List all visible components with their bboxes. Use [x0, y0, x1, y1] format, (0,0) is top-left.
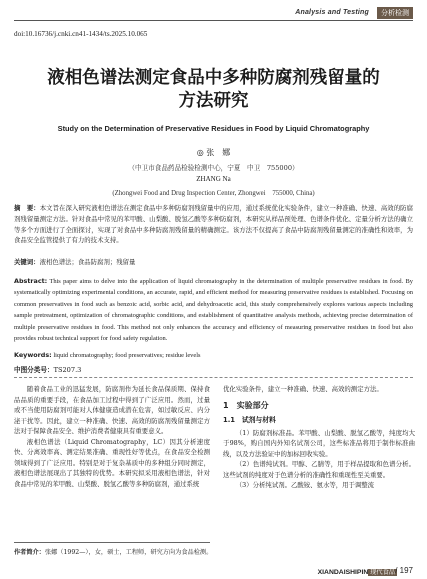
keywords-en-label: Keywords: [14, 351, 52, 359]
abstract-cn [14, 203, 413, 246]
footnote-label: 作者简介： [14, 549, 45, 556]
title-cn-line1: 液相色谱法测定食品中多种防腐剂残留量的 [47, 68, 380, 88]
keywords-cn-text: 液相色谱法；食品防腐剂；残留量 [39, 258, 136, 266]
page-number: / 197 [395, 566, 413, 575]
doi-line: doi:10.16736/j.cnki.cn41-1434/ts.2025.10.065 [14, 30, 148, 38]
body-column-right [223, 384, 415, 491]
keywords-cn-label: 关键词： [14, 258, 40, 266]
keywords-en [14, 350, 413, 362]
clc-number [14, 364, 81, 374]
footnote-divider [14, 542, 210, 543]
subsection-heading: 1.1 试剂与材料 [223, 416, 276, 424]
affiliation-en: (Zhongwei Food and Drug Inspection Center, Zhongwei 755000, China) [112, 190, 315, 197]
journal-brand-cn: 现代食品 [370, 569, 395, 576]
clc-value: TS207.3 [53, 366, 82, 374]
section-heading: 1 实验部分 [223, 400, 269, 410]
footnote-text: 张娜（1992—），女，硕士，工程师，研究方向为食品检测。 [44, 549, 213, 556]
body-paragraph: 随着食品工业的迅猛发展，防腐剂作为延长食品保质期、保持食品品质的重要手段，在食品加工过程中得到了广泛应用。然而，过量或不当使用防腐剂可能对人体健康造成潜在危害，如过敏反应、内分泌干扰等。因此，建立一种准确、快速、高效的防腐剂残留量测定方法对于保障食品安全、维护消费者健康具有重要意义。 [14, 385, 210, 435]
list-item: （2）色谱纯试剂。甲醇、乙腈等，用于样品提取和色谱分析。这些试剂的纯度对于色谱分析的准确性和重现性至关重要。 [223, 460, 415, 479]
keywords-en-text: liquid chromatography; food preservatives; residue levels [53, 352, 201, 359]
title-cn-line2: 方法研究 [178, 91, 249, 111]
abstract-en-label: Abstract: [14, 277, 48, 285]
body-paragraph: 液相色谱法（Liquid Chromatography，LC）因其分析速度快、分离效率高、测定结果准确、重现性好等优点，在食品安全检测领域得到了广泛应用。特别是对于复杂基质中的多种组分同时测定，液相色谱法展现出了其独特的优势。本研究拟采用液相色谱法，针对食品中常见的苯甲酸、山梨酸、脱氢乙酸等多种防腐剂，通过系统 [14, 437, 210, 488]
body-column-left [14, 384, 210, 489]
author-en: ZHANG Na [196, 175, 231, 183]
paper-title-cn [0, 67, 427, 113]
running-header-section: Analysis and Testing [295, 9, 369, 16]
author-cn: ◎ 张 娜 [196, 148, 231, 157]
clc-label: 中图分类号： [14, 366, 54, 374]
journal-brand-pinyin: XIANDAISHIPIN [317, 569, 369, 576]
header-divider [14, 20, 413, 21]
abstract-cn-label: 摘 要： [14, 204, 40, 212]
running-header-badge: 分析检测 [377, 7, 413, 19]
author-footnote [14, 547, 212, 556]
affiliation-cn: （中卫市食品药品检验检测中心，宁夏 中卫 755000） [128, 164, 299, 172]
journal-brand [318, 567, 397, 576]
body-paragraph: 优化实验条件，建立一种准确、快速、高效的测定方法。 [223, 385, 383, 393]
abstract-cn-text: 本文旨在深入研究液相色谱法在测定食品中多种防腐剂残留量中的应用，通过系统优化实验条件，建立一种准确、快速、高效的防腐剂残留量测定方法。针对食品中常见的苯甲酸、山梨酸、脱氢乙酸等多种防腐剂，本研究从样品预处理、色谱条件优化、定量分析方法的确立等多个方面进行了全面探讨，实现了对食品中多种防腐剂残留量的精确测定。该方法不仅提高了食品中防腐剂残留量测定的准确性和效率，为食品安全监管提供了有力的技术支持。 [14, 204, 414, 245]
paper-title-en: Study on the Determination of Preservative Residues in Food by Liquid Chromatography [57, 124, 370, 133]
page-number-value: 197 [399, 566, 413, 575]
list-item: （3）分析纯试剂。乙酸铵、氨水等，用于调整流 [235, 481, 375, 489]
abstract-divider [14, 377, 413, 378]
abstract-en [14, 276, 413, 344]
keywords-cn [14, 257, 413, 268]
list-item: （1）防腐剂标准品。苯甲酸、山梨酸、脱氢乙酸等，纯度均大于98%，购自国内外知名试剂公司，这些标准品将用于制作标准曲线，以及方法验证中的加标回收实验。 [223, 428, 415, 458]
abstract-en-text: This paper aims to delve into the application of liquid chromatography in the determination of multiple preservative residues in food. By systematically optimizing experimental conditions, an accurate, rapid, and efficient method for measuring preservative residues is established. Focusing on common preservatives in food such as benzoic acid, sorbic acid, and dehydroacetic acid, this study comprehensively explores various aspects including sample pretreatment, optimization of chromatographic conditions, and establishment of quantitative analysis methods, achieving precise determination of multiple preservative residues in food. This method not only enhances the accuracy and efficiency of measuring preservative residues in food but also provides robust technical support for food safety regulation. [14, 278, 413, 343]
